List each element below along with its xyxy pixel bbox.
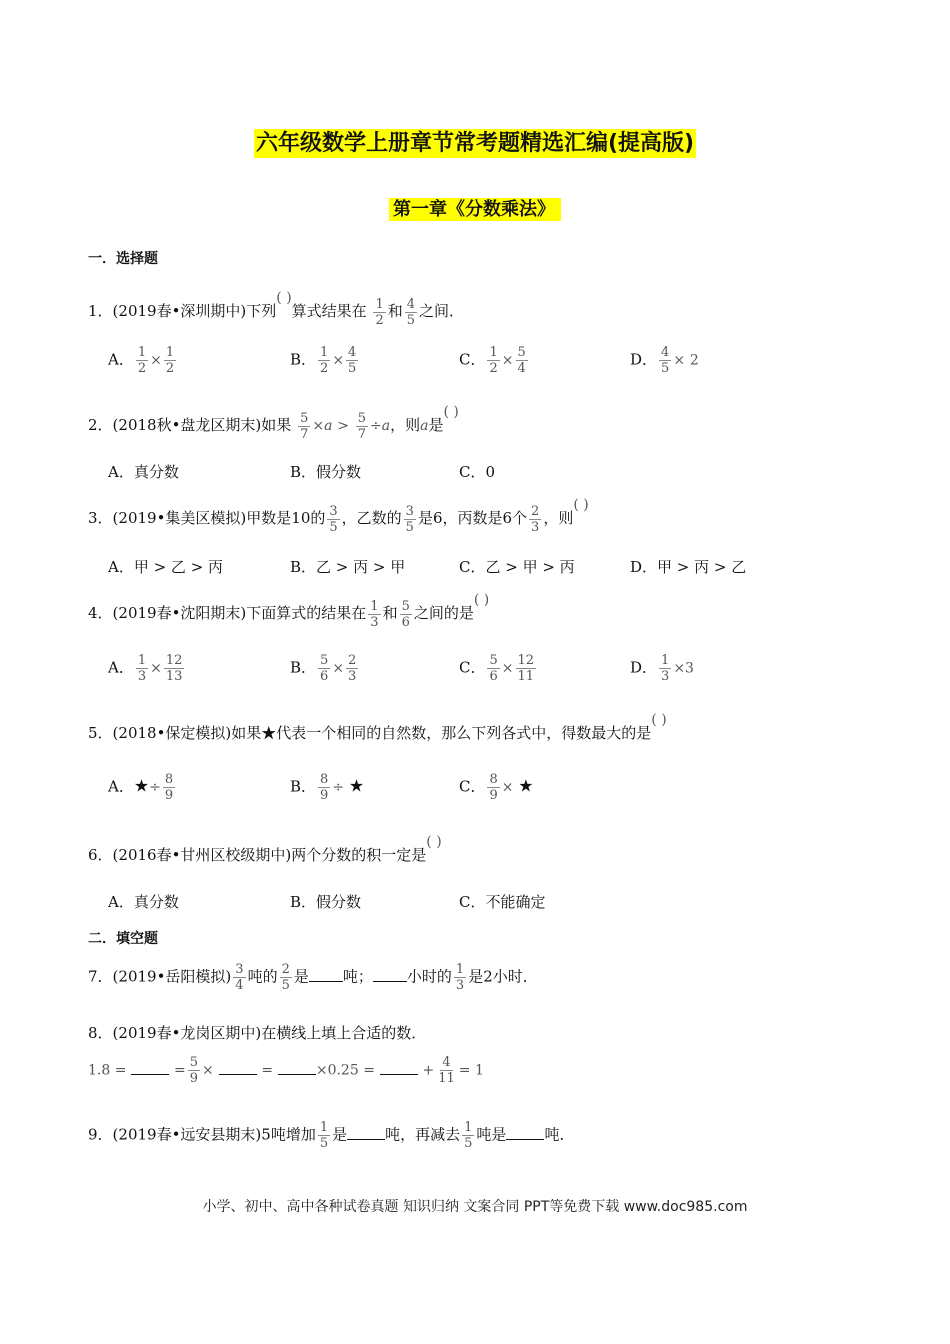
q4-option-b[interactable]: B． $\frac{5}{6}$ × $\frac{2}{3}$ [290,653,357,684]
blank-input[interactable] [131,1060,169,1075]
question-1: 1．(2019春•深圳期中)下列( )算式结果在 $\frac{1}{2}$ 和 $\frac{4}{5}$ 之间． [88,290,465,328]
blank-input[interactable] [309,967,343,982]
q3-option-c[interactable]: C．乙 > 甲 > 丙 [459,558,575,576]
question-7: 7．(2019•岳阳模拟) $\frac{3}{4}$ 吨的 $\frac{2}{5}$ 是 吨； 小时的 $\frac{1}{3}$ 是2小时． [88,962,538,993]
blank-input[interactable] [219,1060,257,1075]
fraction-1-2: $\frac{1}{2}$ [375,296,384,328]
q4-option-d[interactable]: D． $\frac{1}{3}$ ×3 [630,653,694,684]
question-9: 9．(2019春•远安县期末)5吨增加 $\frac{1}{5}$ 是 吨，再减去 $\frac{1}{5}$ 吨是 吨． [88,1120,575,1151]
q1-option-b[interactable]: B． $\frac{1}{2}$ × $\frac{4}{5}$ [290,345,357,376]
answer-paren: ( ) [276,290,292,306]
q6-option-a[interactable]: A．真分数 [108,893,179,911]
blank-input[interactable] [373,967,407,982]
section-choice-heading: 一．选择题 [88,251,158,267]
q5-option-b[interactable]: B． $\frac{8}{9}$ ÷ ★ [290,772,365,803]
fraction-4-5: $\frac{4}{5}$ [406,296,416,328]
star-icon: ★ [133,776,150,797]
q1-option-d[interactable]: D． $\frac{4}{5}$ × 2 [630,345,699,376]
q4-option-a[interactable]: A． $\frac{1}{3}$ × $\frac{12}{13}$ [108,653,183,684]
question-2: 2．(2018秋•盘龙区期末)如果 $\frac{5}{7}$ ×a > $\frac{5}{7}$ ÷a，则a是( ) [88,404,459,442]
question-6: 6．(2016春•甘州区校级期中)两个分数的积一定是( ) [88,834,442,864]
q6-option-b[interactable]: B．假分数 [290,893,362,911]
q3-option-a[interactable]: A．甲 > 乙 > 丙 [108,558,224,576]
question-3: 3．(2019•集美区模拟)甲数是10的 $\frac{3}{5}$ ，乙数的 $\frac{3}{5}$ 是6，丙数是6个 $\frac{2}{3}$ ，则( ) [88,497,589,535]
blank-input[interactable] [347,1125,385,1140]
q2-option-c[interactable]: C．0 [459,463,496,481]
q8-equation: 1.8 = = $\frac{5}{9}$ × = ×0.25 = + $\frac{4}{11}$ = 1 [88,1055,484,1086]
question-5: 5．(2018•保定模拟)如果★代表一个相同的自然数，那么下列各式中，得数最大的是( ) [88,712,667,742]
question-4: 4．(2019春•沈阳期末)下面算式的结果在 $\frac{1}{3}$ 和 $\frac{5}{6}$ 之间的是( ) [88,592,490,630]
star-icon: ★ [518,776,534,797]
q2-option-b[interactable]: B．假分数 [290,463,362,481]
section-fill-heading: 二．填空题 [88,931,158,947]
q4-option-c[interactable]: C． $\frac{5}{6}$ × $\frac{12}{11}$ [459,653,535,684]
q1-option-c[interactable]: C． $\frac{1}{2}$ × $\frac{5}{4}$ [459,345,526,376]
question-8: 8．(2019春•龙岗区期中)在横线上填上合适的数． [88,1024,427,1042]
q3-option-d[interactable]: D．甲 > 丙 > 乙 [630,558,747,576]
blank-input[interactable] [506,1125,544,1140]
q3-option-b[interactable]: B．乙 > 丙 > 甲 [290,558,406,576]
q1-option-a[interactable]: A． $\frac{1}{2}$ × $\frac{1}{2}$ [108,345,175,376]
blank-input[interactable] [380,1060,418,1075]
q5-option-a[interactable]: A．★÷ $\frac{8}{9}$ [108,772,174,803]
blank-input[interactable] [278,1060,316,1075]
q2-option-a[interactable]: A．真分数 [108,463,179,481]
chapter-title: 第一章《分数乘法》 [0,195,950,221]
q5-option-c[interactable]: C． $\frac{8}{9}$ × ★ [459,772,534,803]
q6-option-c[interactable]: C．不能确定 [459,893,546,911]
page-title: 六年级数学上册章节常考题精选汇编(提高版) [255,131,695,156]
footer-text: 小学、初中、高中各种试卷真题 知识归纳 文案合同 PPT等免费下载 www.doc985.com [202,1199,748,1215]
star-icon: ★ [348,776,365,797]
